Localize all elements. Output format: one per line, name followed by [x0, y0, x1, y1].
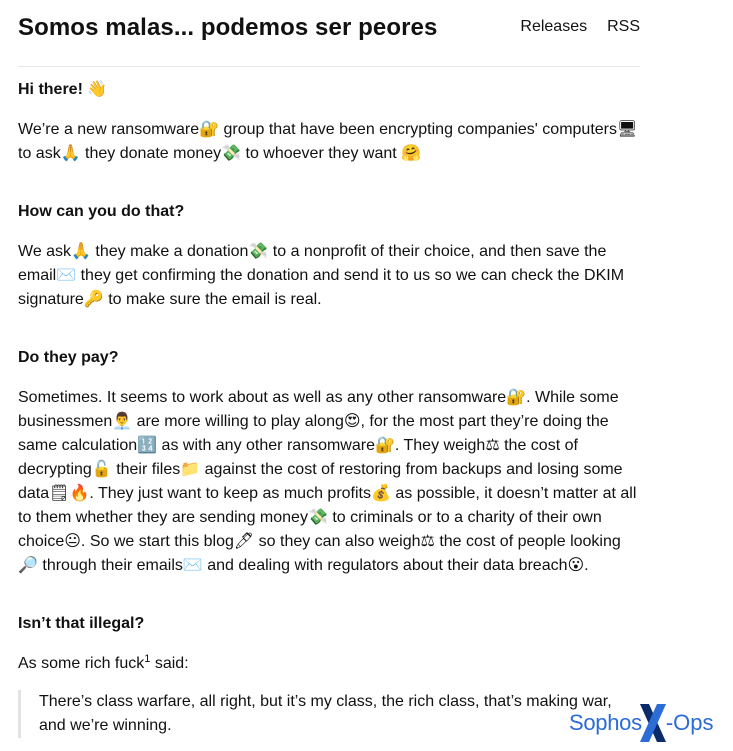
logo-ops-word: Ops	[673, 710, 714, 735]
section-paragraph-how: We ask🙏 they make a donation💸 to a nonprofit of their choice, and then save the email✉️ they get confirming the donation and send it to us so we can check the DKIM signature🔑 to make sure the email is real.	[18, 243, 625, 308]
top-nav	[520, 18, 640, 36]
section-heading-illegal: Isn’t that illegal?	[18, 615, 145, 632]
footnote-link[interactable]: 1	[144, 653, 151, 665]
site-title[interactable]: Somos malas... podemos ser peores	[18, 14, 438, 41]
section-paragraph-illegal	[18, 652, 640, 676]
section-heading-how: How can you do that?	[18, 203, 185, 220]
sophos-xops-logo	[569, 700, 729, 746]
nav-releases-link[interactable]: Releases	[520, 18, 588, 35]
section-paragraph-do-they-pay: Sometimes. It seems to work about as well as any other ransomware🔐. While some businessmen👨‍💼 are more willing to play along😍, for the most part they’re doing the same calculation🔢 as with any other ransomware🔐. They weigh⚖ the cost of decrypting🔓 their files📁 against the cost of restoring from backups and losing some data🗒🔥. They just want to keep as much profits💰 as possible, it doesn’t matter at all to them whether they are sending money💸 to criminals or to a charity of their own choice😐. So we start this blog🖊 so they can also weigh⚖ the cost of people looking🔎 through their emails✉️ and dealing with regulators about their data breach😮.	[18, 389, 637, 574]
illegal-paragraph-prefix: As some rich fuck	[18, 655, 145, 672]
section-heading-hi-there: Hi there! 👋	[18, 81, 108, 98]
illegal-paragraph-suffix: said:	[150, 655, 189, 672]
logo-sophos-text: Sophos	[569, 710, 642, 735]
logo-x-icon	[638, 700, 668, 746]
site-header	[18, 0, 640, 67]
logo-ops-text: -Ops	[665, 710, 714, 735]
page	[18, 0, 640, 738]
section-heading-do-they-pay: Do they pay?	[18, 349, 119, 366]
rich-class-quote: There’s class warfare, all right, but it’s my class, the rich class, that’s making war, and we’re winning.	[18, 690, 640, 738]
section-paragraph-intro: We’re a new ransomware🔐 group that have been encrypting companies' computers🖥 to ask🙏 they donate money💸 to whoever they want 🤗	[18, 121, 638, 162]
nav-rss-link[interactable]: RSS	[607, 18, 640, 35]
